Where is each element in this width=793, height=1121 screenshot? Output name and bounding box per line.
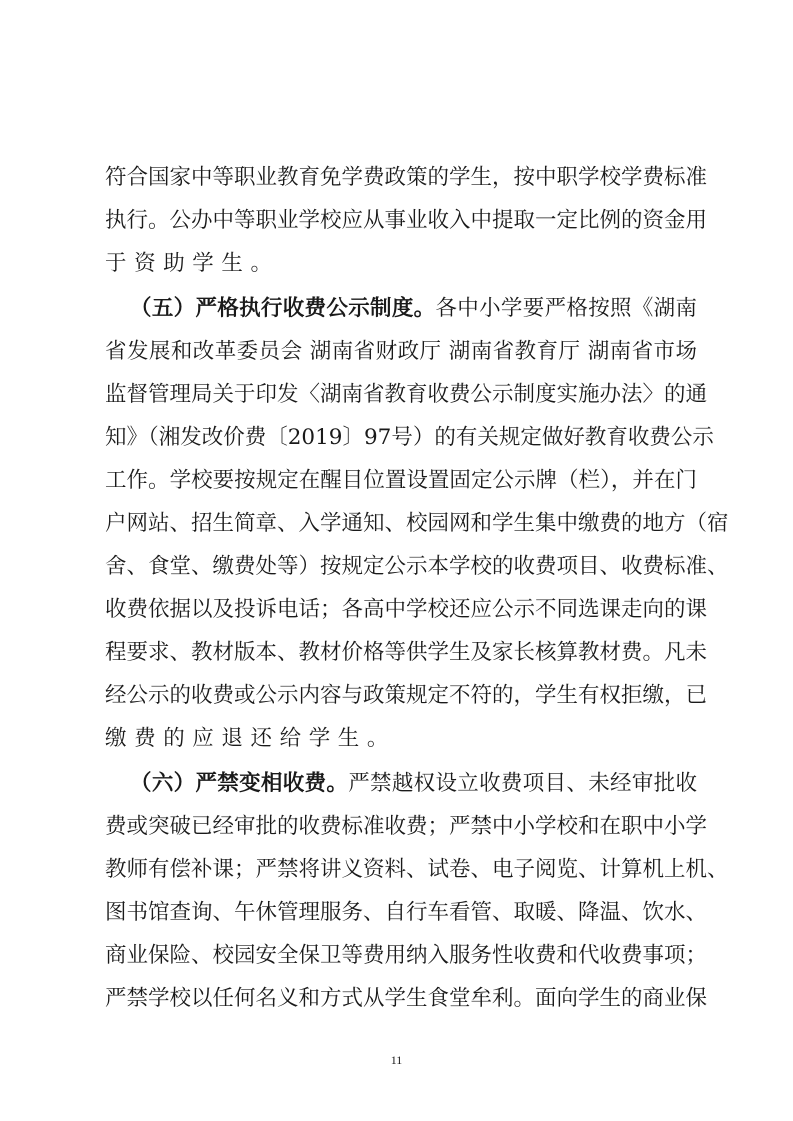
text-line — [105, 898, 708, 928]
line-text: 经公示的收费或公示内容与政策规定不符的，学生有权拒缴，已 — [105, 683, 708, 708]
line-text: 图书馆查询、午休管理服务、自行车看管、取暖、降温、饮水、 — [105, 900, 708, 925]
line-text: 各中小学要严格按照《湖南 — [435, 296, 697, 321]
text-line — [105, 509, 729, 539]
text-line — [105, 681, 708, 711]
line-text: 严禁越权设立收费项目、未经审批收 — [348, 771, 697, 796]
text-line — [105, 206, 708, 236]
section-heading: （五）严格执行收费公示制度。 — [130, 296, 436, 321]
text-line — [105, 724, 697, 754]
line-text: 商业保险、校园安全保卫等费用纳入服务性收费和代收费事项； — [105, 943, 708, 968]
text-line — [105, 552, 729, 582]
text-line — [105, 249, 697, 279]
line-text: 知》（湘发改价费〔2019〕97号）的有关规定做好教育收费公示 — [105, 425, 714, 450]
line-text: 教师有偿补课；严禁将讲义资料、试卷、电子阅览、计算机上机、 — [105, 857, 729, 882]
line-text: 户网站、招生简章、入学通知、校园网和学生集中缴费的地方（宿 — [105, 511, 729, 536]
line-text: 符合国家中等职业教育免学费政策的学生，按中职学校学费标准 — [105, 165, 708, 190]
line-text: 程要求、教材版本、教材价格等供学生及家长核算教材费。凡未 — [105, 640, 708, 665]
section-heading-line — [130, 769, 697, 799]
text-line — [105, 812, 708, 842]
line-text: 费或突破已经审批的收费标准收费；严禁中小学校和在职中小学 — [105, 814, 708, 839]
text-line — [105, 423, 714, 453]
text-line — [105, 984, 708, 1014]
text-line — [105, 855, 729, 885]
line-text: 于资助学生。 — [105, 251, 280, 276]
line-text: 收费依据以及投诉电话；各高中学校还应公示不同选课走向的课 — [105, 597, 708, 622]
line-text: 严禁学校以任何名义和方式从学生食堂牟利。面向学生的商业保 — [105, 986, 708, 1011]
page-number: 11 — [390, 1053, 403, 1067]
text-line — [105, 380, 708, 410]
line-text: 缴费的应退还给学生。 — [105, 726, 397, 751]
text-line — [105, 466, 697, 496]
line-text: 执行。公办中等职业学校应从事业收入中提取一定比例的资金用 — [105, 208, 708, 233]
line-text: 舍、食堂、缴费处等）按规定公示本学校的收费项目、收费标准、 — [105, 554, 729, 579]
text-line — [105, 638, 708, 668]
line-text: 工作。学校要按规定在醒目位置设置固定公示牌（栏），并在门 — [105, 468, 697, 493]
text-line — [105, 941, 708, 971]
section-heading: （六）严禁变相收费。 — [130, 771, 349, 796]
text-line — [105, 595, 708, 625]
section-heading-line — [130, 294, 697, 324]
text-line — [105, 337, 697, 367]
text-line — [105, 163, 708, 193]
line-text: 省发展和改革委员会 湖南省财政厅 湖南省教育厅 湖南省市场 — [105, 339, 697, 364]
line-text: 监督管理局关于印发〈湖南省教育收费公示制度实施办法〉的通 — [105, 382, 708, 407]
